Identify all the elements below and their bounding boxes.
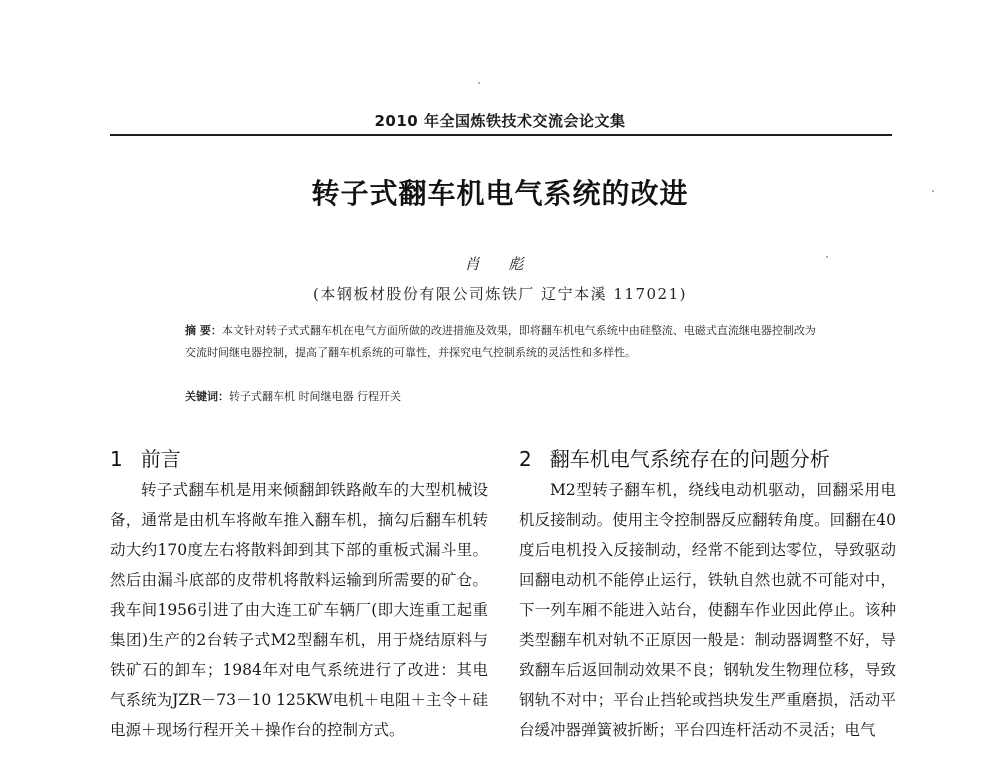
abstract-label: 摘 要： <box>185 324 222 337</box>
section-2-number: 2 <box>519 447 532 471</box>
abstract <box>185 320 825 364</box>
section-2-heading <box>519 443 830 472</box>
scan-speck <box>478 82 480 84</box>
section-2-title: 翻车机电气系统存在的问题分析 <box>549 447 830 471</box>
paper-title: 转子式翻车机电气系统的改进 <box>311 177 689 210</box>
section-1-number: 1 <box>110 447 123 471</box>
keywords-label: 关键词： <box>185 390 229 403</box>
keywords-text: 转子式翻车机 时间继电器 行程开关 <box>229 390 401 403</box>
abstract-text: 本文针对转子式式翻车机在电气方面所做的改进措施及效果，即将翻车机电气系统中由硅整流、电磁式直流继电器控制改为交流时间继电器控制，提高了翻车机系统的可靠性，并探究电气控制系统的灵活性和多样性。 <box>185 324 816 359</box>
scan-speck <box>826 256 828 258</box>
section-2-paragraph: M2型转子翻车机，绕线电动机驱动，回翻采用电机反接制动。使用主令控制器反应翻转角度。回翻在40度后电机投入反接制动，经常不能到达零位，导致驱动回翻电动机不能停止运行，铁轨自然也就不可能对中，下一列车厢不能进入站台，使翻车作业因此停止。该种类型翻车机对轨不正原因一般是：制动器调整不好，导致翻车后返回制动效果不良；钢轨发生物理位移，导致钢轨不对中；平台止挡轮或挡块发生严重磨损，活动平台缓冲器弹簧被折断；平台四连杆活动不灵活；电气 <box>519 481 896 739</box>
journal-header: 2010 年全国炼铁技术交流会论文集 <box>374 112 626 130</box>
author-name: 肖 彪 <box>464 255 536 273</box>
section-1-heading <box>110 443 181 472</box>
author-affiliation: (本钢板材股份有限公司炼铁厂 辽宁本溪 117021) <box>312 285 687 303</box>
section-1-title: 前言 <box>140 447 181 471</box>
section-1-paragraph: 转子式翻车机是用来倾翻卸铁路敞车的大型机械设备，通常是由机车将敞车推入翻车机，摘勾后翻车机转动大约170度左右将散料卸到其下部的重板式漏斗里。然后由漏斗底部的皮带机将散料运输到所需要的矿仓。我车间1956引进了由大连工矿车辆厂(即大连重工起重集团)生产的2台转子式M2型翻车机，用于烧结原料与铁矿石的卸车；1984年对电气系统进行了改进：其电气系统为JZR－73－10 125KW电机＋电阻＋主令＋硅电源＋现场行程开关＋操作台的控制方式。 <box>110 481 488 739</box>
keywords <box>185 386 825 408</box>
header-rule <box>110 134 892 136</box>
scan-speck <box>932 190 934 192</box>
